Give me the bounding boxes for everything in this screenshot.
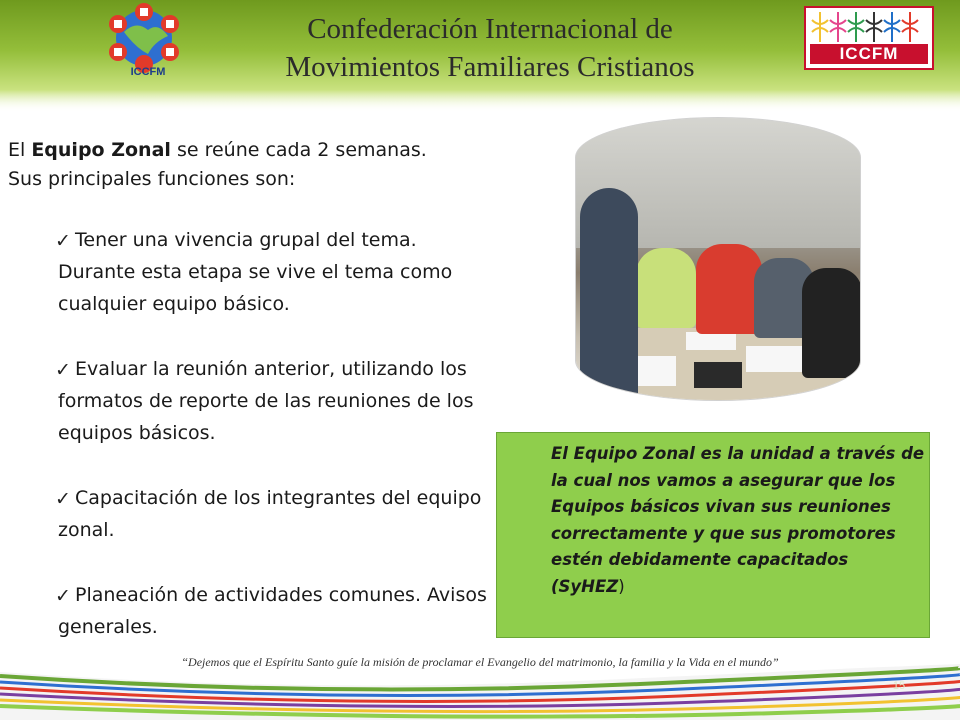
title-line-2: Movimientos Familiares Cristianos — [285, 51, 695, 83]
photo-person — [580, 188, 638, 400]
photo-box — [694, 362, 742, 388]
intro-line-1: El Equipo Zonal se reúne cada 2 semanas. — [8, 139, 427, 161]
checkmark-icon: ✓ — [55, 230, 71, 252]
callout-box — [496, 432, 930, 638]
figures-icon — [808, 10, 930, 44]
checkmark-icon: ✓ — [55, 488, 71, 510]
checkmark-icon: ✓ — [55, 585, 71, 607]
photo-person — [636, 248, 696, 328]
footer-quote: “Dejemos que el Espíritu Santo guíe la misión de proclamar el Evangelio del matrimonio, la familia y la Vida en el mundo” — [181, 655, 779, 669]
checkmark-icon: ✓ — [55, 359, 71, 381]
title-line-1: Confederación Internacional de — [307, 13, 673, 45]
iccfm-brand-logo — [804, 6, 934, 70]
list-item: ✓ Capacitación de los integrantes del equipo zonal. — [58, 482, 488, 546]
team-meeting-photo — [576, 118, 860, 400]
photo-paper — [686, 332, 736, 350]
list-item: ✓ Evaluar la reunión anterior, utilizando los formatos de reporte de las reuniones de los equipos básicos. — [58, 353, 488, 449]
callout-text: El Equipo Zonal es la unidad a través de la cual nos vamos a asegurar que los Equipos básicos vivan sus reuniones correctamente y que sus promotores estén debidamente capacitados (SyHEZ) — [551, 444, 925, 596]
functions-list — [55, 224, 488, 676]
intro-line-2: Sus principales funciones son: — [8, 168, 296, 190]
page-number: 15 — [892, 680, 906, 692]
photo-person — [802, 268, 860, 378]
photo-person — [696, 244, 762, 334]
list-item: ✓ Tener una vivencia grupal del tema. Durante esta etapa se vive el tema como cualquier equipo básico. — [58, 224, 488, 320]
list-item: ✓ Planeación de actividades comunes. Avisos generales. — [58, 579, 488, 643]
equipo-zonal-emphasis: Equipo Zonal — [31, 139, 171, 161]
intro-text — [8, 136, 488, 194]
page-title — [240, 10, 740, 86]
iccfm-brand-label: ICCFM — [810, 44, 928, 64]
iccfm-emblem-label: ICCFM — [130, 66, 166, 78]
